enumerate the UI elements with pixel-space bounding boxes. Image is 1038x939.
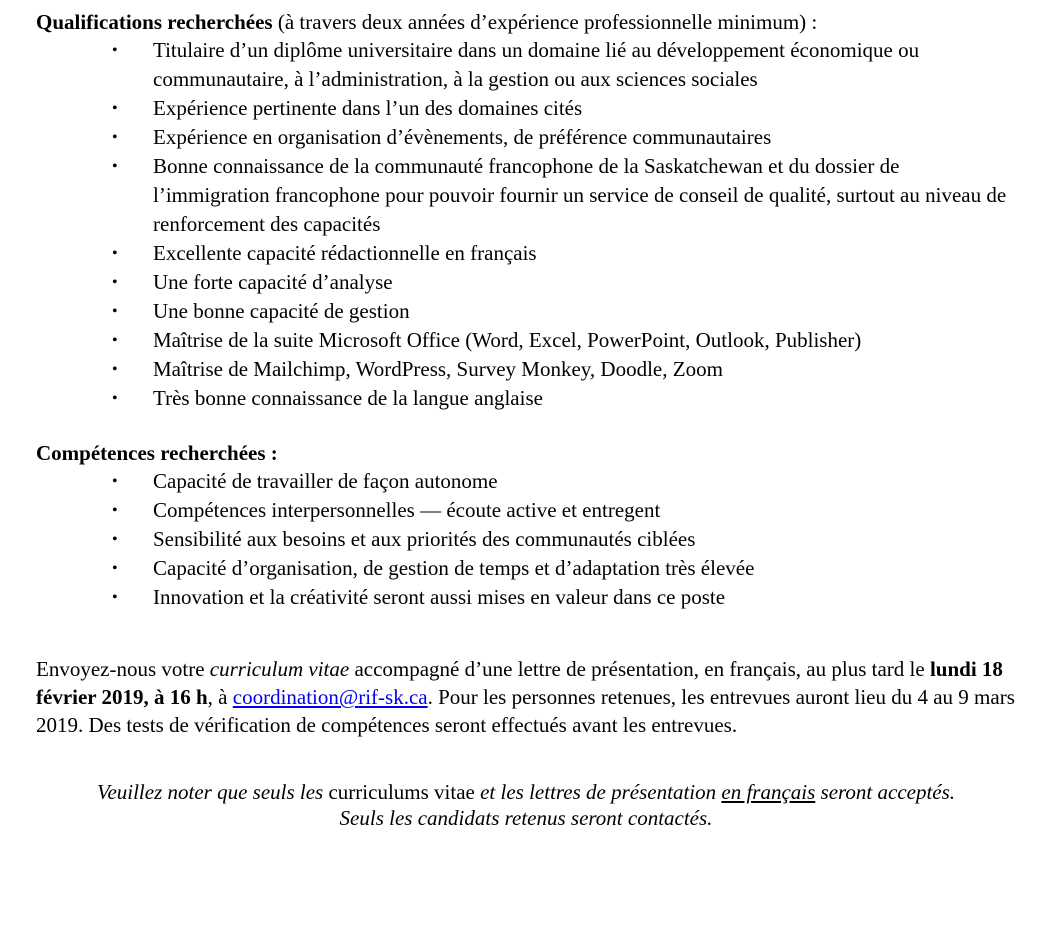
note-line-1 (36, 779, 1016, 805)
list-item (36, 355, 1016, 384)
bullet-icon: • (112, 473, 118, 490)
list-item (36, 467, 1016, 496)
bullet-icon: • (112, 129, 118, 146)
list-item (36, 94, 1016, 123)
list-item-text: Titulaire d’un diplôme universitaire dans un domaine lié au développement économique ou communautaire, à l’administration, à la gestion ou aux sciences sociales (153, 38, 920, 91)
list-item-text: Capacité d’organisation, de gestion de temps et d’adaptation très élevée (153, 556, 755, 580)
list-item (36, 583, 1016, 612)
cv-term: curriculum vitae (209, 657, 350, 681)
qualifications-list (36, 36, 1016, 413)
bullet-icon: • (112, 502, 118, 519)
list-item (36, 326, 1016, 355)
list-item-text: Maîtrise de la suite Microsoft Office (Word, Excel, PowerPoint, Outlook, Publisher) (153, 328, 862, 352)
list-item-text: Expérience pertinente dans l’un des domaines cités (153, 96, 583, 120)
list-item (36, 152, 1016, 239)
list-item-text: Capacité de travailler de façon autonome (153, 469, 498, 493)
list-item (36, 384, 1016, 413)
list-item (36, 525, 1016, 554)
competences-list (36, 467, 1016, 612)
list-item (36, 239, 1016, 268)
list-item-text: Très bonne connaissance de la langue anglaise (153, 386, 543, 410)
list-item-text: Excellente capacité rédactionnelle en français (153, 241, 537, 265)
email-link[interactable]: coordination@rif-sk.ca (232, 685, 428, 709)
list-item (36, 496, 1016, 525)
bullet-icon: • (112, 390, 118, 407)
application-paragraph (36, 655, 1016, 739)
list-item (36, 297, 1016, 326)
list-item (36, 268, 1016, 297)
application-text-2: accompagné d’une lettre de présentation, en français, au plus tard le (349, 657, 930, 681)
list-item-text: Compétences interpersonnelles — écoute active et entregent (153, 498, 661, 522)
note-text-d: en français (721, 780, 816, 804)
job-posting-document (36, 8, 1016, 831)
list-item-text: Bonne connaissance de la communauté francophone de la Saskatchewan et du dossier de l’immigration francophone pour pouvoir fournir un service de conseil de qualité, surtout au niveau de renforcement des capacités (153, 154, 1007, 236)
list-item (36, 554, 1016, 583)
bullet-icon: • (112, 560, 118, 577)
qualifications-heading-line (36, 8, 1016, 36)
note-text-e: seront acceptés. (815, 780, 956, 804)
bullet-icon: • (112, 100, 118, 117)
note-text-c: et les lettres de présentation (474, 780, 722, 804)
bullet-icon: • (112, 274, 118, 291)
competences-heading-line (36, 439, 1016, 467)
bullet-icon: • (112, 361, 118, 378)
list-item-text: Expérience en organisation d’évènements, de préférence communautaires (153, 125, 772, 149)
bullet-icon: • (112, 303, 118, 320)
list-item-text: Une forte capacité d’analyse (153, 270, 393, 294)
qualifications-subtitle: (à travers deux années d’expérience professionnelle minimum) : (272, 10, 818, 34)
list-item (36, 36, 1016, 94)
note-text-b: curriculums vitae (328, 780, 475, 804)
bullet-icon: • (112, 332, 118, 349)
bullet-icon: • (112, 245, 118, 262)
list-item (36, 123, 1016, 152)
application-text-3: , à (207, 685, 233, 709)
list-item-text: Innovation et la créativité seront aussi mises en valeur dans ce poste (153, 585, 726, 609)
note-text-a: Veuillez noter que seuls les (96, 780, 329, 804)
application-text-4: . Pour les personnes retenues, les entrevues auront lieu du 4 au 9 mars 2019. Des tests de vérification de compétences seront effectués avant les entrevues. (36, 685, 1015, 737)
note-block (36, 779, 1016, 831)
bullet-icon: • (112, 589, 118, 606)
note-line-2: Seuls les candidats retenus seront contactés. (339, 806, 713, 830)
bullet-icon: • (112, 42, 118, 59)
qualifications-heading: Qualifications recherchées (36, 10, 273, 34)
bullet-icon: • (112, 158, 118, 175)
competences-heading: Compétences recherchées : (36, 441, 278, 465)
bullet-icon: • (112, 531, 118, 548)
application-text-1: Envoyez-nous votre (36, 657, 210, 681)
deadline: lundi 18 février 2019, à 16 h (36, 657, 1003, 709)
list-item-text: Une bonne capacité de gestion (153, 299, 410, 323)
list-item-text: Maîtrise de Mailchimp, WordPress, Survey Monkey, Doodle, Zoom (153, 357, 723, 381)
list-item-text: Sensibilité aux besoins et aux priorités des communautés ciblées (153, 527, 696, 551)
